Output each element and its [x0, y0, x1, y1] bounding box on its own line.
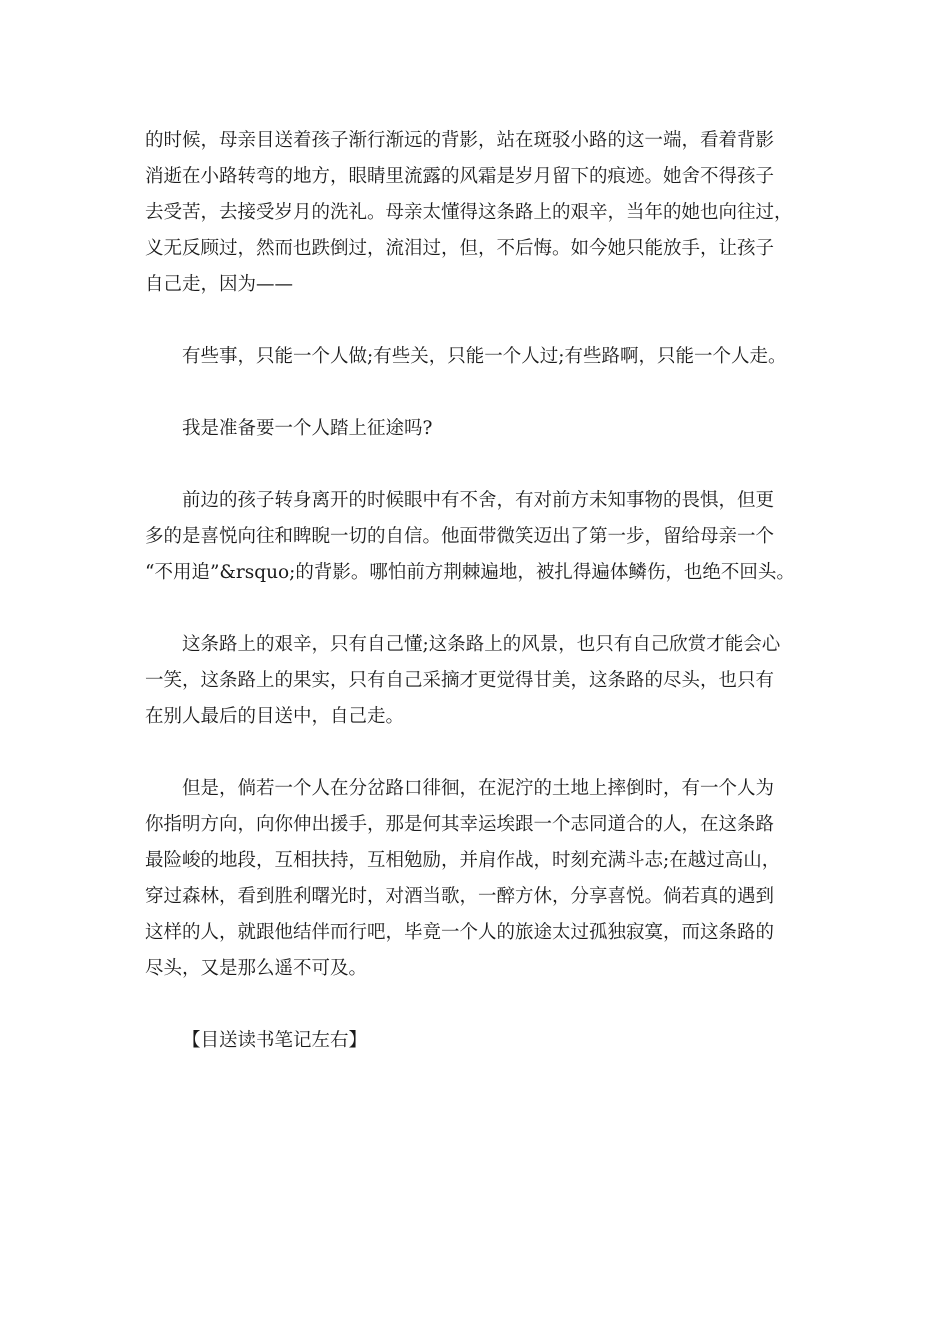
text-line: 多的是喜悦向往和睥睨一切的自信。他面带微笑迈出了第一步，留给母亲一个 [145, 526, 775, 547]
text-line: 去受苦，去接受岁月的洗礼。母亲太懂得这条路上的艰辛，当年的她也向往过， [145, 202, 793, 223]
text-line: 你指明方向，向你伸出援手，那是何其幸运埃跟一个志同道合的人，在这条路 [145, 814, 775, 835]
text-line: 自己走，因为—— [145, 274, 294, 295]
text-line: 消逝在小路转弯的地方，眼睛里流露的风霜是岁月留下的痕迹。她舍不得孩子 [145, 166, 775, 187]
paragraph-6 [145, 771, 807, 987]
paragraph-3 [145, 411, 807, 447]
text-line: 最险峻的地段，互相扶持，互相勉励，并肩作战，时刻充满斗志;在越过高山， [145, 850, 781, 871]
footer-heading [145, 1023, 807, 1059]
paragraph-5 [145, 627, 807, 735]
text-line: 有些事，只能一个人做;有些关，只能一个人过;有些路啊，只能一个人走。 [182, 346, 787, 367]
text-line: 但是，倘若一个人在分岔路口徘徊，在泥泞的土地上摔倒时，有一个人为 [182, 778, 775, 799]
heading-text: 【目送读书笔记左右】 [182, 1030, 368, 1051]
text-line: 我是准备要一个人踏上征途吗? [182, 418, 433, 439]
text-line: 的时候，母亲目送着孩子渐行渐远的背影，站在斑驳小路的这一端，看着背影 [145, 130, 775, 151]
text-line: “不用追”&rsquo;的背影。哪怕前方荆棘遍地，被扎得遍体鳞伤，也绝不回头。 [145, 562, 795, 583]
text-line: 尽头，又是那么遥不可及。 [145, 958, 368, 979]
document-body [145, 123, 807, 1059]
paragraph-1 [145, 123, 807, 303]
paragraph-2 [145, 339, 807, 375]
text-line: 前边的孩子转身离开的时候眼中有不舍，有对前方未知事物的畏惧，但更 [182, 490, 775, 511]
text-line: 穿过森林，看到胜利曙光时，对酒当歌，一醉方休，分享喜悦。倘若真的遇到 [145, 886, 775, 907]
text-line: 在别人最后的目送中，自己走。 [145, 706, 405, 727]
paragraph-4 [145, 483, 807, 591]
text-line: 义无反顾过，然而也跌倒过，流泪过，但，不后悔。如今她只能放手，让孩子 [145, 238, 775, 259]
text-line: 这条路上的艰辛，只有自己懂;这条路上的风景，也只有自己欣赏才能会心 [182, 634, 781, 655]
text-line: 一笑，这条路上的果实，只有自己采摘才更觉得甘美，这条路的尽头，也只有 [145, 670, 775, 691]
text-line: 这样的人，就跟他结伴而行吧，毕竟一个人的旅途太过孤独寂寞，而这条路的 [145, 922, 775, 943]
